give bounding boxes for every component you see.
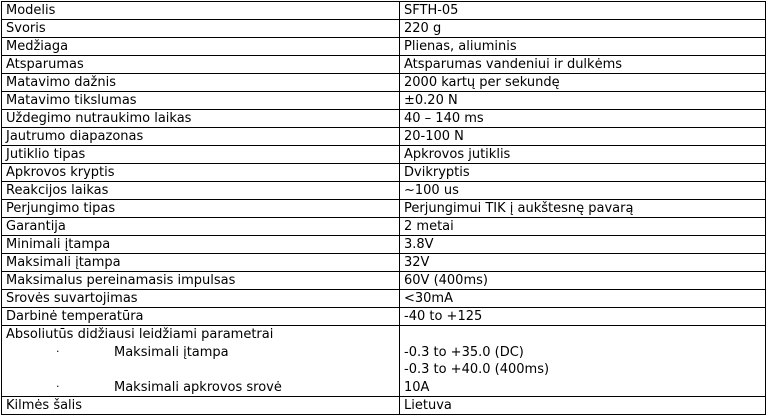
row-label: Reakcijos laikas xyxy=(2,182,400,200)
row-value: <30mA xyxy=(400,290,766,308)
table-row xyxy=(2,308,766,326)
row-label: Maksimalus pereinamasis impulsas xyxy=(2,272,400,290)
row-value: Apkrovos jutiklis xyxy=(400,146,766,164)
row-value: 2 metai xyxy=(400,218,766,236)
row-label: Jutiklio tipas xyxy=(2,146,400,164)
table-row xyxy=(2,272,766,290)
row-label: Kilmės šalis xyxy=(2,397,400,415)
table-row-abs-max xyxy=(2,326,766,397)
abs-max-spacer xyxy=(6,361,399,379)
abs-max-sub2-label: Maksimali apkrovos srovė xyxy=(114,379,282,395)
bullet-2: · xyxy=(56,379,60,393)
table-row xyxy=(2,218,766,236)
table-row xyxy=(2,200,766,218)
abs-max-value-cell xyxy=(400,326,766,397)
row-value: Plienas, aliuminis xyxy=(400,38,766,56)
row-value: -40 to +125 xyxy=(400,308,766,326)
abs-max-value-1: -0.3 to +35.0 (DC) xyxy=(404,344,524,360)
row-label: Apkrovos kryptis xyxy=(2,164,400,182)
table-row xyxy=(2,56,766,74)
table-row xyxy=(2,38,766,56)
row-label: Atsparumas xyxy=(2,56,400,74)
abs-max-sub2 xyxy=(6,379,399,397)
abs-max-value-3: 10A xyxy=(404,379,430,395)
table-row xyxy=(2,164,766,182)
bullet-1: · xyxy=(56,344,60,358)
row-label: Garantija xyxy=(2,218,400,236)
table-row xyxy=(2,128,766,146)
abs-max-value-blank xyxy=(404,326,765,344)
table-row xyxy=(2,236,766,254)
row-value: Perjungimui TIK į aukštesnę pavarą xyxy=(400,200,766,218)
table-row xyxy=(2,290,766,308)
row-value: ±0.20 N xyxy=(400,92,766,110)
row-label: Uždegimo nutraukimo laikas xyxy=(2,110,400,128)
abs-max-label-cell xyxy=(2,326,400,397)
row-value: 60V (400ms) xyxy=(400,272,766,290)
row-label: Jautrumo diapazonas xyxy=(2,128,400,146)
table-row xyxy=(2,92,766,110)
table-row-origin xyxy=(2,397,766,415)
table-row xyxy=(2,182,766,200)
row-value: Atsparumas vandeniui ir dulkėms xyxy=(400,56,766,74)
row-value: ~100 us xyxy=(400,182,766,200)
row-label: Svoris xyxy=(2,20,400,38)
row-label: Medžiaga xyxy=(2,38,400,56)
abs-max-value-2: -0.3 to +40.0 (400ms) xyxy=(404,362,550,377)
row-label: Matavimo dažnis xyxy=(2,74,400,92)
row-value: Dvikryptis xyxy=(400,164,766,182)
table-row xyxy=(2,20,766,38)
table-row xyxy=(2,254,766,272)
row-value: Lietuva xyxy=(400,397,766,415)
spec-table xyxy=(1,1,766,415)
spec-table-tail xyxy=(2,326,766,415)
table-row xyxy=(2,110,766,128)
row-label: Modelis xyxy=(2,2,400,20)
abs-max-sub1-label: Maksimali įtampa xyxy=(114,344,229,360)
table-row xyxy=(2,146,766,164)
row-value: 2000 kartų per sekundę xyxy=(400,74,766,92)
table-row xyxy=(2,74,766,92)
row-label: Darbinė temperatūra xyxy=(2,308,400,326)
row-value: 40 – 140 ms xyxy=(400,110,766,128)
row-label: Perjungimo tipas xyxy=(2,200,400,218)
row-value: 32V xyxy=(400,254,766,272)
row-label: Maksimali įtampa xyxy=(2,254,400,272)
row-value: 220 g xyxy=(400,20,766,38)
row-value: 3.8V xyxy=(400,236,766,254)
abs-max-sub1 xyxy=(6,344,399,362)
row-value: SFTH-05 xyxy=(400,2,766,20)
row-label: Minimali įtampa xyxy=(2,236,400,254)
row-value: 20-100 N xyxy=(400,128,766,146)
table-row xyxy=(2,2,766,20)
row-label: Matavimo tikslumas xyxy=(2,92,400,110)
abs-max-heading: Absoliutūs didžiausi leidžiami parametrai xyxy=(6,327,274,342)
row-label: Srovės suvartojimas xyxy=(2,290,400,308)
spec-table-body xyxy=(2,2,766,326)
